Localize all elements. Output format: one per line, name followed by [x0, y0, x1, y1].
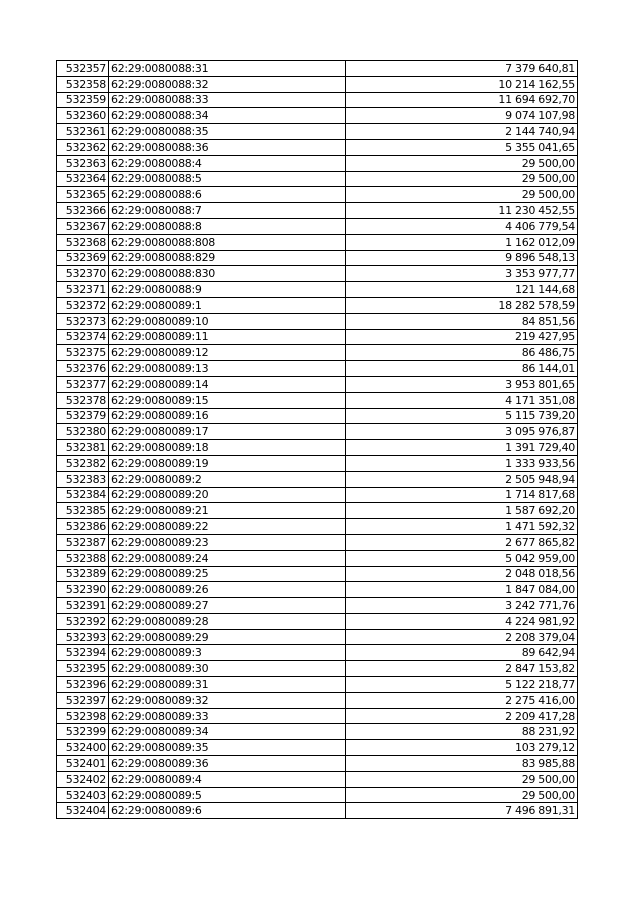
- cadastral-value-cell: 29 500,00: [346, 155, 578, 171]
- table-row: [57, 282, 578, 298]
- row-number-cell: 532381: [57, 440, 109, 456]
- row-number-cell: 532368: [57, 234, 109, 250]
- row-number-cell: 532401: [57, 756, 109, 772]
- cadastral-value-cell: 4 171 351,08: [346, 392, 578, 408]
- table-row: [57, 708, 578, 724]
- cadastral-number-cell: 62:29:0080089:31: [109, 677, 346, 693]
- row-number-cell: 532362: [57, 139, 109, 155]
- row-number-cell: 532394: [57, 645, 109, 661]
- cadastral-value-cell: 7 379 640,81: [346, 61, 578, 77]
- cadastral-number-cell: 62:29:0080089:28: [109, 613, 346, 629]
- row-number-cell: 532371: [57, 282, 109, 298]
- row-number-cell: 532366: [57, 203, 109, 219]
- cadastral-number-cell: 62:29:0080089:19: [109, 455, 346, 471]
- table-row: [57, 803, 578, 819]
- row-number-cell: 532404: [57, 803, 109, 819]
- cadastral-number-cell: 62:29:0080089:15: [109, 392, 346, 408]
- table-row: [57, 613, 578, 629]
- table-row: [57, 408, 578, 424]
- cadastral-number-cell: 62:29:0080089:12: [109, 345, 346, 361]
- cadastral-number-cell: 62:29:0080088:829: [109, 250, 346, 266]
- cadastral-number-cell: 62:29:0080088:4: [109, 155, 346, 171]
- cadastral-number-cell: 62:29:0080089:25: [109, 566, 346, 582]
- row-number-cell: 532386: [57, 519, 109, 535]
- table-row: [57, 598, 578, 614]
- cadastral-number-cell: 62:29:0080089:10: [109, 313, 346, 329]
- cadastral-value-cell: 4 224 981,92: [346, 613, 578, 629]
- row-number-cell: 532392: [57, 613, 109, 629]
- cadastral-number-cell: 62:29:0080089:2: [109, 471, 346, 487]
- cadastral-number-cell: 62:29:0080089:33: [109, 708, 346, 724]
- cadastral-number-cell: 62:29:0080088:7: [109, 203, 346, 219]
- table-row: [57, 471, 578, 487]
- cadastral-value-cell: 29 500,00: [346, 171, 578, 187]
- table-row: [57, 566, 578, 582]
- table-row: [57, 661, 578, 677]
- cadastral-number-cell: 62:29:0080089:20: [109, 487, 346, 503]
- row-number-cell: 532399: [57, 724, 109, 740]
- row-number-cell: 532360: [57, 108, 109, 124]
- table-row: [57, 534, 578, 550]
- cadastral-value-cell: 9 074 107,98: [346, 108, 578, 124]
- cadastral-number-cell: 62:29:0080088:32: [109, 76, 346, 92]
- row-number-cell: 532374: [57, 329, 109, 345]
- row-number-cell: 532389: [57, 566, 109, 582]
- cadastral-number-cell: 62:29:0080088:5: [109, 171, 346, 187]
- cadastral-value-cell: 2 275 416,00: [346, 692, 578, 708]
- cadastral-value-cell: 1 391 729,40: [346, 440, 578, 456]
- table-row: [57, 234, 578, 250]
- row-number-cell: 532376: [57, 361, 109, 377]
- cadastral-number-cell: 62:29:0080088:9: [109, 282, 346, 298]
- table-row: [57, 61, 578, 77]
- cadastral-value-cell: 5 122 218,77: [346, 677, 578, 693]
- cadastral-number-cell: 62:29:0080088:33: [109, 92, 346, 108]
- row-number-cell: 532367: [57, 218, 109, 234]
- cadastral-number-cell: 62:29:0080088:31: [109, 61, 346, 77]
- cadastral-number-cell: 62:29:0080089:6: [109, 803, 346, 819]
- cadastral-value-cell: 11 230 452,55: [346, 203, 578, 219]
- cadastral-value-cell: 5 355 041,65: [346, 139, 578, 155]
- row-number-cell: 532375: [57, 345, 109, 361]
- table-row: [57, 550, 578, 566]
- cadastral-value-cell: 3 095 976,87: [346, 424, 578, 440]
- table-row: [57, 455, 578, 471]
- cadastral-number-cell: 62:29:0080088:35: [109, 124, 346, 140]
- cadastral-value-cell: 3 953 801,65: [346, 376, 578, 392]
- cadastral-number-cell: 62:29:0080089:22: [109, 519, 346, 535]
- table-row: [57, 124, 578, 140]
- cadastral-value-cell: 3 242 771,76: [346, 598, 578, 614]
- table-row: [57, 171, 578, 187]
- cadastral-value-cell: 18 282 578,59: [346, 297, 578, 313]
- table-row: [57, 756, 578, 772]
- table-row: [57, 629, 578, 645]
- row-number-cell: 532400: [57, 740, 109, 756]
- cadastral-value-cell: 84 851,56: [346, 313, 578, 329]
- cadastral-value-cell: 219 427,95: [346, 329, 578, 345]
- cadastral-number-cell: 62:29:0080089:11: [109, 329, 346, 345]
- cadastral-value-cell: 10 214 162,55: [346, 76, 578, 92]
- row-number-cell: 532365: [57, 187, 109, 203]
- cadastral-value-cell: 103 279,12: [346, 740, 578, 756]
- cadastral-number-cell: 62:29:0080089:21: [109, 503, 346, 519]
- row-number-cell: 532403: [57, 787, 109, 803]
- table-row: [57, 76, 578, 92]
- cadastral-number-cell: 62:29:0080089:3: [109, 645, 346, 661]
- table-row: [57, 771, 578, 787]
- cadastral-value-cell: 1 333 933,56: [346, 455, 578, 471]
- table-row: [57, 313, 578, 329]
- cadastral-value-cell: 2 208 379,04: [346, 629, 578, 645]
- cadastral-number-cell: 62:29:0080089:14: [109, 376, 346, 392]
- cadastral-value-cell: 1 587 692,20: [346, 503, 578, 519]
- cadastral-value-cell: 5 042 959,00: [346, 550, 578, 566]
- row-number-cell: 532385: [57, 503, 109, 519]
- row-number-cell: 532390: [57, 582, 109, 598]
- cadastral-value-cell: 88 231,92: [346, 724, 578, 740]
- table-row: [57, 297, 578, 313]
- table-row: [57, 487, 578, 503]
- row-number-cell: 532384: [57, 487, 109, 503]
- cadastral-number-cell: 62:29:0080089:1: [109, 297, 346, 313]
- cadastral-number-cell: 62:29:0080089:32: [109, 692, 346, 708]
- table-row: [57, 677, 578, 693]
- table-row: [57, 424, 578, 440]
- table-row: [57, 108, 578, 124]
- row-number-cell: 532382: [57, 455, 109, 471]
- cadastral-number-cell: 62:29:0080088:34: [109, 108, 346, 124]
- table-row: [57, 519, 578, 535]
- cadastral-value-cell: 7 496 891,31: [346, 803, 578, 819]
- row-number-cell: 532379: [57, 408, 109, 424]
- cadastral-value-cell: 2 209 417,28: [346, 708, 578, 724]
- row-number-cell: 532391: [57, 598, 109, 614]
- cadastral-number-cell: 62:29:0080089:5: [109, 787, 346, 803]
- cadastral-value-cell: 1 847 084,00: [346, 582, 578, 598]
- table-row: [57, 361, 578, 377]
- cadastral-value-cell: 1 162 012,09: [346, 234, 578, 250]
- row-number-cell: 532373: [57, 313, 109, 329]
- cadastral-number-cell: 62:29:0080089:35: [109, 740, 346, 756]
- row-number-cell: 532370: [57, 266, 109, 282]
- table-row: [57, 155, 578, 171]
- cadastral-number-cell: 62:29:0080088:6: [109, 187, 346, 203]
- cadastral-value-cell: 5 115 739,20: [346, 408, 578, 424]
- cadastral-number-cell: 62:29:0080089:26: [109, 582, 346, 598]
- cadastral-value-cell: 1 714 817,68: [346, 487, 578, 503]
- cadastral-number-cell: 62:29:0080088:8: [109, 218, 346, 234]
- row-number-cell: 532383: [57, 471, 109, 487]
- table-row: [57, 645, 578, 661]
- cadastral-value-cell: 2 048 018,56: [346, 566, 578, 582]
- cadastral-number-cell: 62:29:0080089:36: [109, 756, 346, 772]
- row-number-cell: 532378: [57, 392, 109, 408]
- cadastral-number-cell: 62:29:0080089:29: [109, 629, 346, 645]
- cadastral-value-cell: 2 677 865,82: [346, 534, 578, 550]
- cadastral-number-cell: 62:29:0080089:16: [109, 408, 346, 424]
- cadastral-value-cell: 2 505 948,94: [346, 471, 578, 487]
- cadastral-value-cell: 121 144,68: [346, 282, 578, 298]
- cadastral-value-cell: 1 471 592,32: [346, 519, 578, 535]
- cadastral-value-cell: 86 486,75: [346, 345, 578, 361]
- table-body: [57, 61, 578, 819]
- table-row: [57, 376, 578, 392]
- table-row: [57, 724, 578, 740]
- table-row: [57, 139, 578, 155]
- cadastral-number-cell: 62:29:0080089:27: [109, 598, 346, 614]
- table-row: [57, 203, 578, 219]
- table-row: [57, 92, 578, 108]
- table-row: [57, 787, 578, 803]
- table-row: [57, 266, 578, 282]
- cadastral-value-cell: 29 500,00: [346, 187, 578, 203]
- row-number-cell: 532357: [57, 61, 109, 77]
- cadastral-number-cell: 62:29:0080088:36: [109, 139, 346, 155]
- row-number-cell: 532388: [57, 550, 109, 566]
- cadastral-number-cell: 62:29:0080089:23: [109, 534, 346, 550]
- cadastral-number-cell: 62:29:0080089:4: [109, 771, 346, 787]
- table-row: [57, 392, 578, 408]
- table-row: [57, 740, 578, 756]
- row-number-cell: 532358: [57, 76, 109, 92]
- table-row: [57, 692, 578, 708]
- table-row: [57, 582, 578, 598]
- row-number-cell: 532397: [57, 692, 109, 708]
- cadastral-value-cell: 2 847 153,82: [346, 661, 578, 677]
- cadastral-value-cell: 2 144 740,94: [346, 124, 578, 140]
- row-number-cell: 532363: [57, 155, 109, 171]
- cadastral-value-cell: 29 500,00: [346, 787, 578, 803]
- row-number-cell: 532369: [57, 250, 109, 266]
- row-number-cell: 532402: [57, 771, 109, 787]
- row-number-cell: 532359: [57, 92, 109, 108]
- cadastral-number-cell: 62:29:0080089:17: [109, 424, 346, 440]
- table-row: [57, 250, 578, 266]
- row-number-cell: 532372: [57, 297, 109, 313]
- row-number-cell: 532387: [57, 534, 109, 550]
- cadastral-value-cell: 83 985,88: [346, 756, 578, 772]
- cadastral-number-cell: 62:29:0080089:13: [109, 361, 346, 377]
- cadastral-value-cell: 11 694 692,70: [346, 92, 578, 108]
- row-number-cell: 532377: [57, 376, 109, 392]
- table-row: [57, 218, 578, 234]
- row-number-cell: 532380: [57, 424, 109, 440]
- cadastral-value-cell: 86 144,01: [346, 361, 578, 377]
- cadastral-value-cell: 29 500,00: [346, 771, 578, 787]
- row-number-cell: 532361: [57, 124, 109, 140]
- cadastral-number-cell: 62:29:0080089:24: [109, 550, 346, 566]
- cadastral-value-cell: 89 642,94: [346, 645, 578, 661]
- table-row: [57, 329, 578, 345]
- cadastral-value-cell: 3 353 977,77: [346, 266, 578, 282]
- cadastral-value-cell: 9 896 548,13: [346, 250, 578, 266]
- row-number-cell: 532398: [57, 708, 109, 724]
- row-number-cell: 532364: [57, 171, 109, 187]
- table-row: [57, 503, 578, 519]
- row-number-cell: 532393: [57, 629, 109, 645]
- row-number-cell: 532396: [57, 677, 109, 693]
- cadastral-number-cell: 62:29:0080089:34: [109, 724, 346, 740]
- table-row: [57, 187, 578, 203]
- cadastral-number-cell: 62:29:0080088:808: [109, 234, 346, 250]
- table-row: [57, 440, 578, 456]
- cadastral-value-table: [56, 60, 578, 819]
- cadastral-number-cell: 62:29:0080088:830: [109, 266, 346, 282]
- cadastral-number-cell: 62:29:0080089:30: [109, 661, 346, 677]
- cadastral-value-cell: 4 406 779,54: [346, 218, 578, 234]
- row-number-cell: 532395: [57, 661, 109, 677]
- table-row: [57, 345, 578, 361]
- cadastral-number-cell: 62:29:0080089:18: [109, 440, 346, 456]
